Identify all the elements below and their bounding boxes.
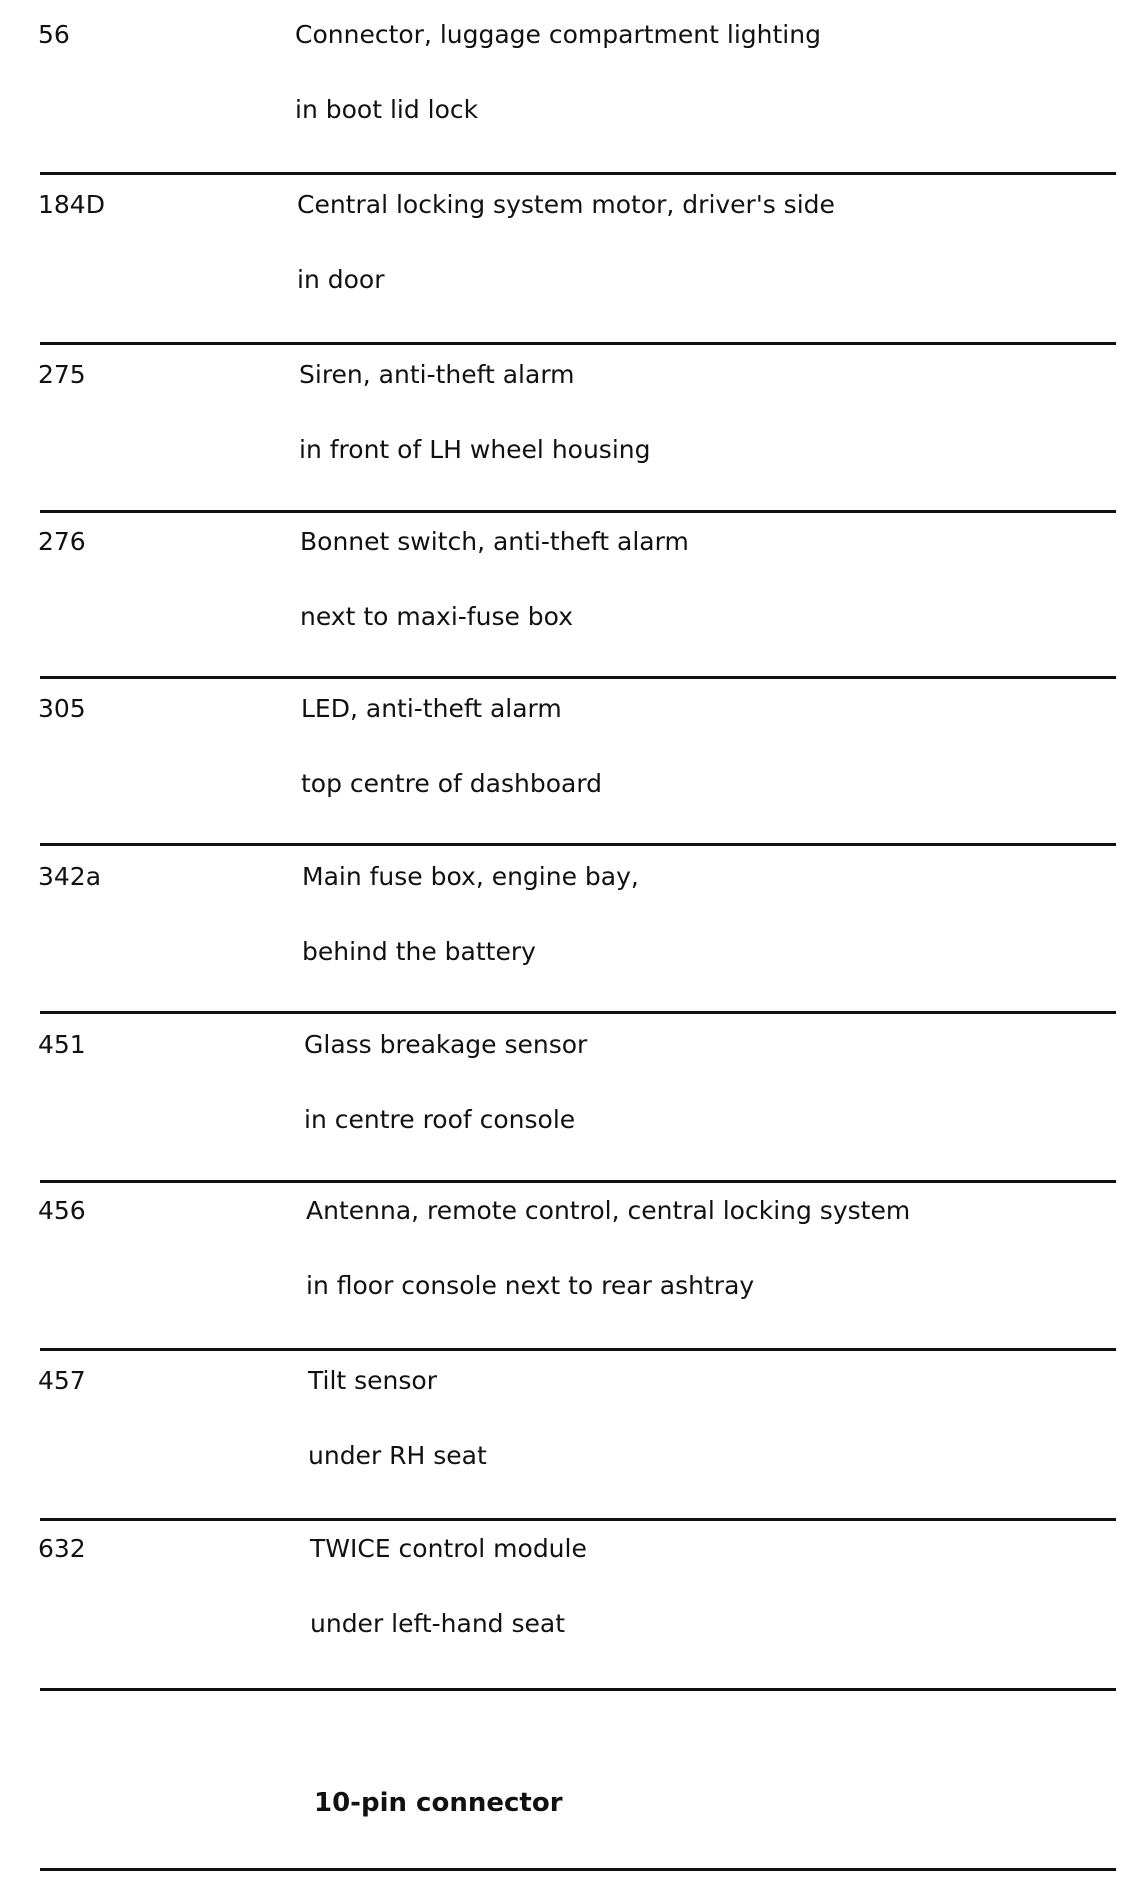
component-description: Siren, anti-theft alarm: [299, 360, 575, 389]
component-code: 56: [38, 20, 70, 49]
component-description: Main fuse box, engine bay,: [302, 862, 639, 891]
component-description: Tilt sensor: [308, 1366, 437, 1395]
component-description: TWICE control module: [310, 1534, 587, 1563]
row-divider: [40, 1688, 1116, 1691]
component-location: next to maxi-fuse box: [300, 602, 573, 631]
table-row: [0, 1176, 1136, 1346]
table-row: [0, 340, 1136, 510]
table-row: [0, 170, 1136, 340]
component-location: in centre roof console: [304, 1105, 576, 1134]
component-description: LED, anti-theft alarm: [301, 694, 562, 723]
component-code: 457: [38, 1366, 86, 1395]
table-row: [0, 0, 1136, 170]
section-divider: [40, 1868, 1116, 1871]
component-code: 342a: [38, 862, 102, 891]
component-description: Connector, luggage compartment lighting: [295, 20, 821, 49]
component-code: 451: [38, 1030, 86, 1059]
component-code: 305: [38, 694, 86, 723]
component-code: 184D: [38, 190, 105, 219]
component-location: in floor console next to rear ashtray: [306, 1271, 755, 1300]
table-row: [0, 1514, 1136, 1684]
component-location: top centre of dashboard: [301, 769, 603, 798]
table-row: [0, 674, 1136, 844]
component-description: Bonnet switch, anti-theft alarm: [300, 527, 689, 556]
component-location: in door: [297, 265, 385, 294]
component-location: behind the battery: [302, 937, 536, 966]
component-location: under RH seat: [308, 1441, 487, 1470]
component-description: Antenna, remote control, central locking system: [306, 1196, 911, 1225]
component-code: 456: [38, 1196, 86, 1225]
component-location: in front of LH wheel housing: [299, 435, 651, 464]
component-description: Glass breakage sensor: [304, 1030, 588, 1059]
component-code: 632: [38, 1534, 86, 1563]
component-code: 276: [38, 527, 86, 556]
section-heading: 10-pin connector: [314, 1788, 563, 1818]
table-row: [0, 842, 1136, 1012]
table-row: [0, 507, 1136, 677]
component-code: 275: [38, 360, 86, 389]
component-location: under left-hand seat: [310, 1609, 566, 1638]
table-row: [0, 1346, 1136, 1516]
component-location: in boot lid lock: [295, 95, 479, 124]
table-row: [0, 1010, 1136, 1180]
component-description: Central locking system motor, driver's side: [297, 190, 835, 219]
